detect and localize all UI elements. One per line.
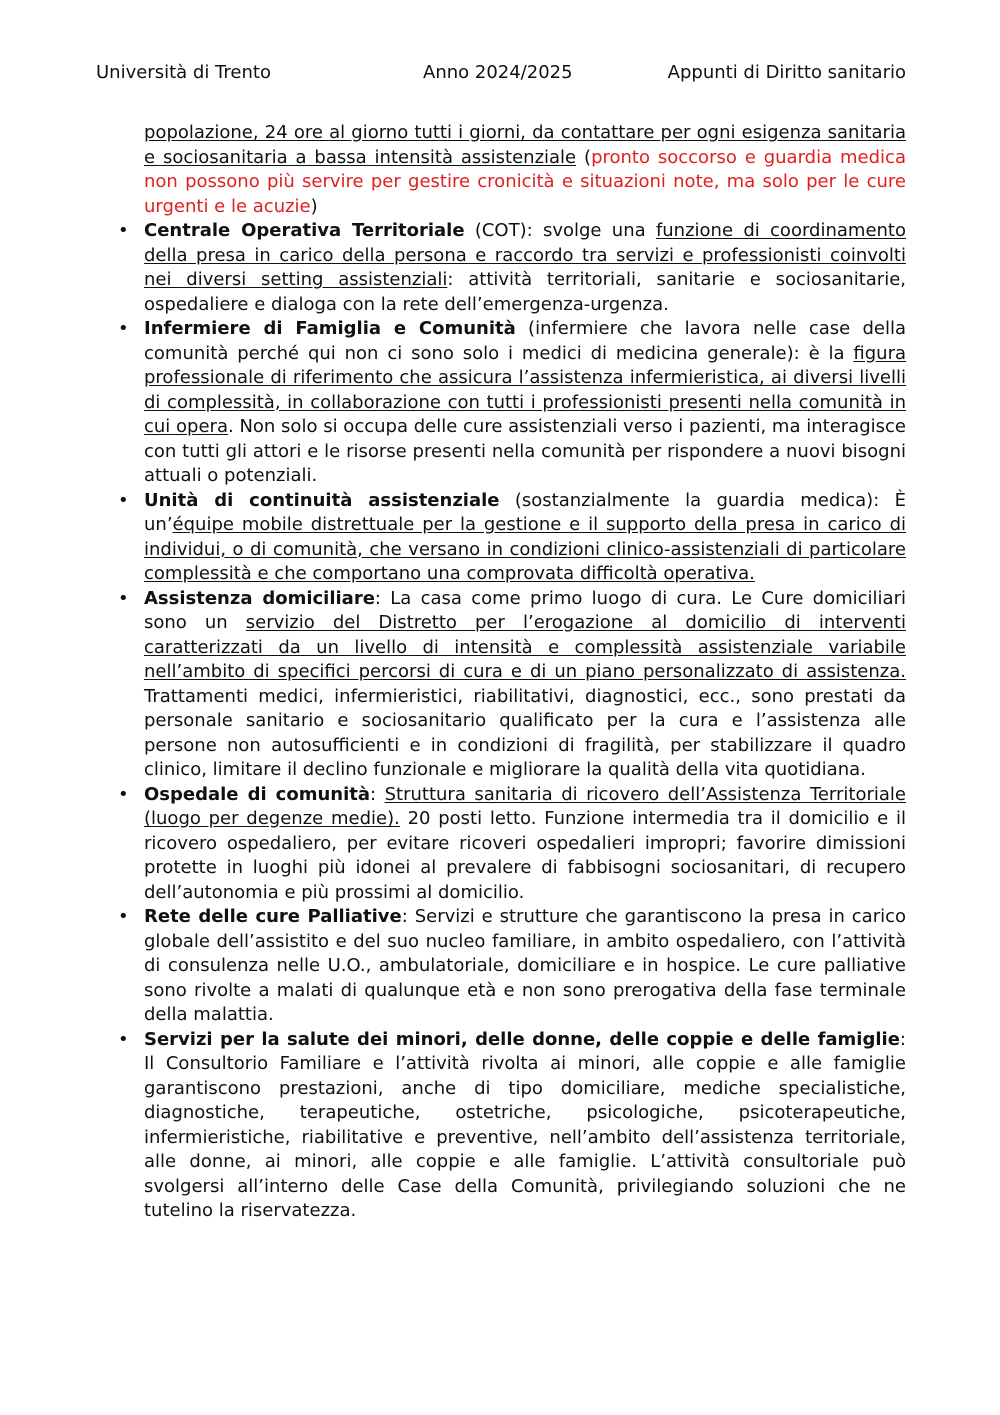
- item-underlined-text: servizio del Distretto per l’erogazione al domicilio di interventi caratterizzati da un livello di intensità e complessità assistenziale variabile nell’ambito di specifici percorsi di cura e di un piano personalizzato di assistenza.: [144, 612, 906, 682]
- document-body: [118, 121, 907, 1224]
- bullet-list: [118, 219, 907, 1224]
- page-header: [96, 62, 906, 86]
- header-year: Anno 2024/2025: [423, 62, 573, 83]
- bullet-icon: •: [118, 783, 129, 805]
- intro-paragraph: [144, 121, 906, 219]
- header-university: Università di Trento: [96, 62, 271, 83]
- item-text: : attività territoriali, sanitarie e sociosanitarie, ospedaliere e dialoga con la rete dell’emergenza-urgenza.: [144, 269, 907, 315]
- list-item-cot: [118, 219, 907, 317]
- item-text: (COT): svolge una: [464, 220, 656, 241]
- item-text: :: [370, 783, 385, 805]
- intro-underlined-text: popolazione, 24 ore al giorno tutti i giorni, da contattare per ogni esigenza sanitaria e sociosanitaria a bassa intensità assistenziale: [144, 122, 906, 168]
- intro-close-paren: ): [310, 195, 318, 217]
- bullet-icon: •: [118, 489, 129, 511]
- item-term: Infermiere di Famiglia e Comunità: [144, 318, 516, 339]
- item-term: Ospedale di comunità: [144, 783, 371, 805]
- item-term: Servizi per la salute dei minori, delle donne, delle coppie e delle famiglie: [144, 1028, 900, 1050]
- bullet-icon: •: [118, 906, 129, 927]
- list-item-unita-continuita: [118, 489, 906, 587]
- item-term: Centrale Operativa Territoriale: [144, 220, 465, 241]
- item-term: Unità di continuità assistenziale: [144, 489, 500, 511]
- header-course: Appunti di Diritto sanitario: [667, 62, 906, 83]
- list-item-cure-palliative: [118, 905, 907, 1028]
- bullet-icon: •: [118, 587, 129, 609]
- list-item-servizi-salute: [118, 1028, 906, 1224]
- list-item-assistenza-domiciliare: [118, 587, 906, 783]
- item-term: Rete delle cure Palliative: [144, 906, 402, 927]
- item-underlined-text: figura professionale di riferimento che assicura l’assistenza infermieristica, ai diversi livelli di complessità, in collaborazione con tutti i professionisti presenti nella comunità in cui opera: [144, 342, 906, 437]
- item-text: : Il Consultorio Familiare e l’attività rivolta ai minori, alle coppie e alle famiglie garantiscono prestazioni, anche di tipo domiciliare, mediche specialistiche, diagnostiche, terapeutiche, ostetriche, psicologiche, psicoterapeutiche, infermieristiche, riabilitative e preventive, nell’ambito dell’assistenza territoriale, alle donne, ai minori, alle coppie e alle famiglie. L’attività consultoriale può svolgersi all’interno delle Case della Comunità, privilegiando soluzioni che ne tutelino la riservatezza.: [144, 1028, 906, 1221]
- item-text: Trattamenti medici, infermieristici, riabilitativi, diagnostici, ecc., sono prestati da personale sanitario e sociosanitario qualificato per la cura e l’assistenza alle persone non autosufficienti e in condizioni di fragilità, per stabilizzare il quadro clinico, limitare il declino funzionale e migliorare la qualità della vita quotidiana.: [144, 685, 906, 780]
- item-text: 20 posti letto. Funzione intermedia tra il domicilio e il ricovero ospedaliero, per evitare ricoveri ospedalieri impropri; favorire dimissioni protette in luoghi più idonei al prevalere di fabbisogni sociosanitari, di recupero dell’autonomia e più prossimi al domicilio.: [144, 808, 906, 903]
- intro-open-paren: (: [576, 146, 592, 168]
- item-term: Assistenza domiciliare: [144, 587, 375, 609]
- bullet-icon: •: [118, 318, 129, 339]
- item-text: : Servizi e strutture che garantiscono la presa in carico globale dell’assistito e del suo nucleo familiare, in ambito ospedaliero, con l’attività di consulenza nelle U.O., ambulatoriale, domiciliare e in hospice. Le cure palliative sono rivolte a malati di qualunque età e non sono prerogativa della fase terminale della malattia.: [144, 906, 907, 1025]
- item-text: (sostanzialmente la guardia medica): È un’: [144, 489, 906, 535]
- item-underlined-text: équipe mobile distrettuale per la gestione e il supporto della presa in carico di individui, o di comunità, che versano in condizioni clinico-assistenziali di particolare complessità e che comportano una comprovata difficoltà operativa.: [144, 514, 906, 584]
- item-text: . Non solo si occupa delle cure assistenziali verso i pazienti, ma interagisce con tutti gli attori e le risorse presenti nella comunità per rispondere a nuovi bisogni attuali o potenziali.: [144, 416, 906, 486]
- item-text: : La casa come primo luogo di cura. Le Cure domiciliari sono un: [144, 587, 906, 633]
- list-item-ospedale-comunita: [118, 783, 906, 906]
- list-item-infermiere: [118, 317, 907, 489]
- item-underlined-text: Struttura sanitaria di ricovero dell’Assistenza Territoriale (luogo per degenze medie).: [144, 783, 906, 829]
- intro-red-note: pronto soccorso e guardia medica non possono più servire per gestire cronicità e situazioni note, ma solo per le cure urgenti e le acuzie: [144, 146, 906, 217]
- bullet-icon: •: [118, 1028, 129, 1050]
- item-underlined-text: funzione di coordinamento della presa in carico della persona e raccordo tra servizi e professionisti coinvolti nei diversi setting assistenziali: [144, 220, 906, 290]
- item-text: (infermiere che lavora nelle case della comunità perché qui non ci sono solo i medici di medicina generale): è la: [144, 318, 907, 364]
- bullet-icon: •: [118, 220, 129, 241]
